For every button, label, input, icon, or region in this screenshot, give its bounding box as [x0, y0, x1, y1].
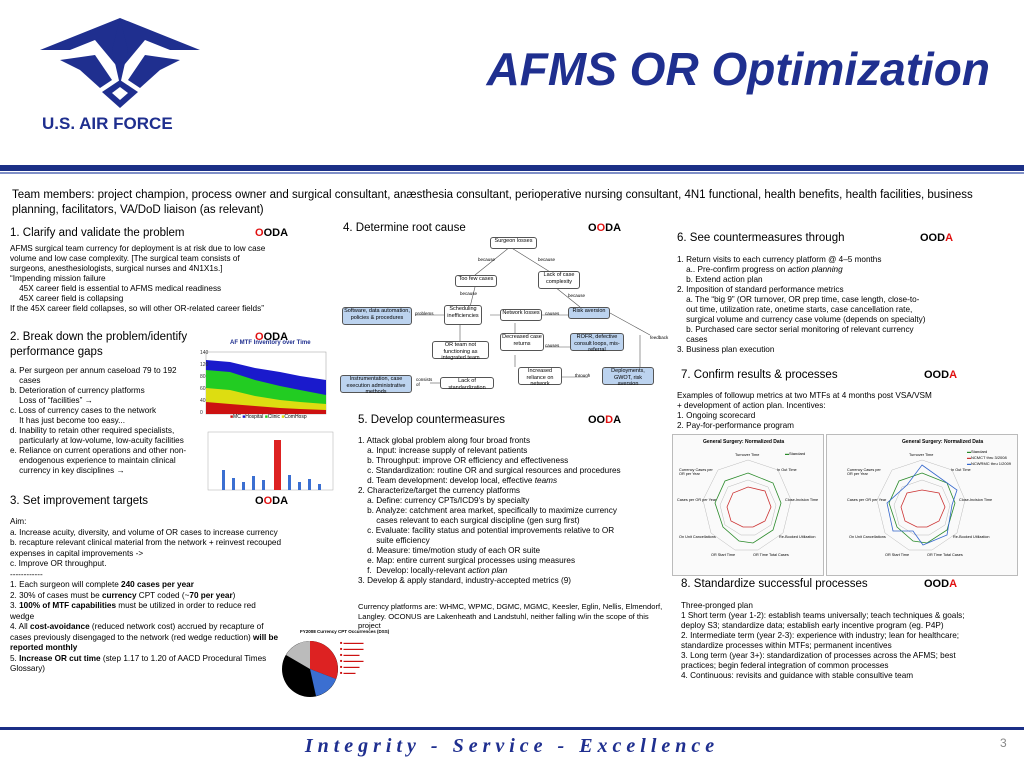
text: must be utilized in order to reduce red wedge — [10, 601, 256, 621]
radar-title: General Surgery: Normalized Data — [902, 439, 984, 445]
node-deployments: Deployments, GWOT, risk aversion — [602, 367, 654, 385]
section-2-body — [10, 366, 210, 476]
ooda-prefix: OOD — [920, 232, 946, 244]
text-line: a. The “big 9” (OR turnover, OR prep time, case length, close-to- — [677, 295, 920, 304]
text: 5. — [10, 653, 20, 663]
radar-legend: ▬Standard ▬NCMCT thru 3/2008 ▬NCWRMC thru 1/2009 — [967, 449, 1012, 466]
text-line: standardize processes within MTFs; permanent incentives — [681, 641, 892, 650]
section-1-heading: 1. Clarify and validate the problem — [10, 227, 185, 239]
section-8-body — [681, 601, 1011, 681]
aim-label: Aim: — [10, 517, 27, 526]
radar-axis-label: OR Time Total Cases — [753, 553, 789, 557]
radar-axis-label: OR Start Time — [885, 553, 910, 557]
text-line: 3. Long term (year 3+): standardization of processes across the AFMS; best — [681, 651, 956, 660]
node-decreased-returns: Decreased case returns — [500, 333, 544, 351]
node-too-few-cases: Too few cases — [455, 275, 497, 287]
aim-b: b. recapture relevant clinical material from the network + reinvest recouped expenses in capital improvements -> — [10, 538, 281, 558]
text: a.. Pre-confirm progress on — [677, 265, 788, 274]
svg-text:120: 120 — [200, 362, 209, 368]
text-line: volume and low case complexity. [The surgical team consists of — [10, 254, 240, 263]
radar-chart-1 — [672, 434, 824, 576]
text: 2. 30% of cases must be — [10, 590, 102, 600]
ooda-active-letter: O — [255, 331, 264, 343]
text-line: 3. Develop & apply standard, industry-accepted metrics (9) — [358, 576, 571, 585]
text-line: deploy S3; standardize data; establish early incentive program (eg. P4P) — [681, 621, 944, 630]
text-line: cases — [10, 376, 41, 385]
text-line: 2. Intermediate term (year 2-3): experience with industry; lean for healthcare; — [681, 631, 960, 640]
section-3-header — [10, 495, 330, 507]
text: 3. — [10, 601, 20, 610]
logo-text: U.S. AIR FORCE — [42, 114, 173, 133]
edge-label: consists of — [416, 377, 433, 387]
section-7-ooda — [924, 369, 957, 381]
section-1-body — [10, 244, 330, 314]
legend-item: NCMCT thru 3/2008 — [971, 455, 1007, 460]
pie-legend: ■ ▬▬▬▬▬ ■ ▬▬▬▬▬ ■ ▬▬▬▬ ■ ▬▬▬▬▬ ■ ▬▬▬▬ ■ ▬▬▬ — [340, 640, 364, 675]
svg-text:60: 60 — [200, 386, 206, 392]
emphasis: Increase OR cut time — [19, 653, 101, 663]
text-line: e. Reliance on current operations and other non- — [10, 446, 187, 455]
node-scheduling: Scheduling inefficiencies — [444, 305, 482, 325]
text-line: 2. Imposition of standard performance metrics — [677, 285, 844, 294]
text: f. Develop: locally-relevant — [358, 566, 468, 575]
node-lack-complexity: Lack of case complexity — [538, 271, 580, 289]
text-line — [358, 476, 668, 486]
ooda-active-letter: D — [605, 414, 614, 426]
ooda-active-letter: A — [949, 578, 958, 590]
ooda-rest: DA — [605, 222, 622, 234]
node-increased-reliance: Increased reliance on network — [518, 367, 562, 385]
emphasis: currency — [101, 590, 137, 600]
text-line: out time, utilization rate, onetime starts, case cancellation rate, — [677, 305, 913, 314]
text-line: 1. Attack global problem along four broad fronts — [358, 436, 531, 445]
emphasis: action plan — [467, 566, 508, 575]
radar-axis-label: OR Time Total Cases — [927, 553, 963, 557]
text-line: surgeons, anesthesiologists, surgical nurses and 4N1X1s.] — [10, 264, 223, 273]
text-line: Loss of “facilities” → — [10, 396, 93, 405]
section-8-header — [681, 578, 1011, 590]
node-lack-standardization: Lack of standardization — [440, 377, 494, 389]
target-3 — [10, 601, 282, 622]
chart-legend: ■MC ■Hospital ■Clinic ■ComHosp — [230, 414, 307, 420]
legend-item: Standard — [971, 449, 988, 454]
node-instrumentation: Instrumentation, case execution administrative methods — [340, 375, 412, 393]
node-surgeon-losses: Surgeon losses — [490, 237, 537, 249]
text: CPT coded (~ — [136, 590, 190, 600]
emphasis: 240 cases per year — [121, 580, 194, 589]
legend-item: Hospital — [245, 414, 264, 420]
text-line: 4. Continuous: revisits and guidance with stable consultive team — [681, 671, 914, 680]
text-line: a. Define: currency CPTs/ICD9's by specialty — [358, 496, 530, 505]
ooda-prefix: O — [255, 495, 264, 507]
legend-item: NCWRMC thru 1/2009 — [971, 461, 1012, 466]
radar-axis-label: In Out Time — [951, 468, 971, 472]
text: ) — [232, 590, 236, 600]
text-line: d. Measure: time/motion study of each OR suite — [358, 546, 541, 555]
text-line: e. Map: entire current surgical processes using measures — [358, 556, 576, 565]
node-network-losses: Network losses — [500, 309, 542, 321]
text-line: Examples of followup metrics at two MTFs at 4 months post VSA/VSM — [677, 391, 932, 400]
radar-axis-label: Turnover Time — [735, 453, 760, 457]
ooda-rest: ODA — [263, 331, 289, 343]
text-line: 2. Pay-for-performance program — [677, 421, 794, 430]
pie-title: FY2008 Currency CPT Occurrences (DSS) — [300, 629, 390, 634]
text-line: c. Evaluate: facility status and potential improvements relative to OR — [358, 526, 615, 535]
radar-legend: ▬Standard — [785, 451, 806, 456]
text-line: If the 45X career field collapses, so will other OR-related career fields” — [10, 304, 264, 313]
section-7-heading: 7. Confirm results & processes — [681, 369, 838, 381]
team-members: Team members: project champion, process owner and surgical consultant, anæsthesia consultant, perioperative nursing consultant, 4N1 functional, health benefits, health facilities, business planning, facilitators, VA/DoD liaison (as relevant) — [12, 189, 973, 216]
mtf-inventory-chart — [200, 340, 335, 420]
target-5 — [10, 654, 282, 675]
aim-a: a. Increase acuity, diversity, and volume of OR cases to increase currency — [10, 527, 278, 537]
text: (reduced network cost) accrued by recapture of cases previously disengaged to the network (red wedge reduction) — [10, 622, 264, 642]
text-line: b. Purchased care sector serial monitoring of relevant currency — [677, 325, 914, 334]
radar-axis-label: Re-Booked Utilization — [953, 535, 990, 539]
text-line: b. Analyze: catchment area market, specifically to maximize currency — [358, 506, 617, 515]
text-line: AFMS surgical team currency for deployment is at risk due to low case — [10, 244, 266, 253]
edge-label: feedback — [650, 335, 669, 340]
text: 1. Each surgeon will complete — [10, 580, 122, 589]
text: (step 1.17 to 1.20 of AACD Procedural Times Glossary) — [10, 653, 267, 673]
section-5-heading: 5. Develop countermeasures — [358, 414, 506, 426]
radar-axis-label: In Out Time — [777, 468, 797, 472]
page-title: AFMS OR Optimization — [486, 43, 990, 95]
section-8-heading: 8. Standardize successful processes — [681, 578, 868, 590]
node-risk-aversion: Risk aversion — [568, 307, 610, 319]
text-line: practices; begin federal integration of common processes — [681, 661, 889, 670]
text-line: 1 Short term (year 1-2): establish teams universally; teach techniques & goals; — [681, 611, 965, 620]
section-2-heading: 2. Break down the problem/identify — [10, 331, 188, 343]
section-3-heading: 3. Set improvement targets — [10, 495, 149, 507]
section-5-ooda — [588, 414, 621, 426]
chart-title: AF MTF Inventory over Time — [230, 340, 311, 346]
emphasis: action planning — [787, 265, 843, 274]
section-3-body — [10, 517, 282, 675]
section-6-ooda — [920, 232, 953, 244]
legend-item: Clinic — [267, 414, 280, 420]
radar-axis-label: On Unit Cancellations — [679, 535, 716, 539]
edge-label: causes — [545, 311, 560, 316]
radar-axis-label: OR Start Time — [711, 553, 736, 557]
text-line: b. Throughput: improve OR efficiency and effectiveness — [358, 456, 569, 465]
svg-text:140: 140 — [200, 350, 209, 356]
root-cause-diagram — [340, 235, 670, 400]
text: d. Team development: develop local, effective — [358, 476, 535, 485]
radar-chart-2 — [826, 434, 1018, 576]
emphasis: 100% of MTF capabilities — [19, 601, 117, 610]
text-line: endogenous experience to maintain clinical — [10, 456, 176, 465]
bar-chart-svg — [198, 430, 348, 495]
ooda-rest: DA — [272, 495, 289, 507]
currency-bar-chart — [198, 430, 348, 495]
ooda-active-letter: O — [255, 227, 264, 239]
radar-axis-label: On Unit Cancellations — [849, 535, 886, 539]
radar-axis-label: Turnover Time — [909, 453, 934, 457]
radar-axis-label: Cases per OR per Year — [847, 498, 887, 502]
node-software: Software, data automation, policies & procedures — [342, 307, 412, 325]
section-2-heading-2: performance gaps — [10, 346, 103, 358]
section-4-ooda — [588, 222, 621, 234]
emphasis: cost-avoidance — [30, 622, 90, 631]
section-6-body — [677, 255, 997, 355]
svg-text:40: 40 — [200, 398, 206, 404]
edge-label: problems — [415, 311, 434, 316]
section-6-header — [677, 232, 1007, 244]
ooda-rest: ODA — [263, 227, 289, 239]
edge-label: because — [460, 291, 478, 296]
text-line: c. Loss of currency cases to the network — [10, 406, 157, 415]
text-line: + development of action plan. Incentives: — [677, 401, 826, 410]
radar-axis-label: Re-Booked Utilization — [779, 535, 816, 539]
ooda-prefix: OOD — [924, 369, 950, 381]
radar-axis-label: Currency Cases per OR per Year — [847, 468, 881, 476]
text-line: 45X career field is essential to AFMS medical readiness — [10, 284, 222, 293]
section-1-ooda — [255, 227, 288, 239]
ooda-active-letter: A — [949, 369, 958, 381]
legend-item: Standard — [789, 451, 806, 456]
text-line: a. Per surgeon per annum caseload 79 to 192 — [10, 366, 177, 375]
edge-label: causes — [545, 343, 560, 348]
target-1 — [10, 580, 282, 591]
text-line — [358, 566, 668, 576]
text-line: 1. Return visits to each currency platform @ 4–5 months — [677, 255, 882, 264]
text-line — [677, 265, 997, 275]
node-rofr: ROFR, defective consult loops, mis-referral — [570, 333, 624, 351]
section-5-body — [358, 436, 668, 586]
section-7-header — [681, 369, 1011, 381]
ooda-prefix: OO — [588, 414, 606, 426]
legend-item: ComHosp — [284, 414, 307, 420]
section-8-ooda — [924, 578, 957, 590]
emphasis: 70 per year — [189, 590, 233, 600]
air-force-wings-icon — [40, 10, 200, 120]
text-line: surgical volume and currency case volume (depends on specialty) — [677, 315, 926, 324]
text-line: currency in key disciplines → — [10, 466, 125, 475]
text-line: particularly at low-volume, low-acuity facilities — [10, 436, 184, 445]
svg-text:0: 0 — [200, 410, 203, 416]
text-line: 2. Characterize/target the currency platforms — [358, 486, 520, 495]
ooda-active-letter: O — [263, 495, 273, 507]
ooda-prefix: OOD — [924, 578, 950, 590]
section-7-body — [677, 391, 997, 431]
edge-label: because — [538, 257, 556, 262]
legend-item: MC — [233, 414, 241, 420]
node-or-team: OR team not functioning as integrated team — [432, 341, 489, 359]
separator: ------------ — [10, 569, 43, 579]
text-line: 45X career field is collapsing — [10, 294, 124, 303]
page-number: 3 — [1000, 736, 1007, 750]
text-line: c. Standardization: routine OR and surgical resources and procedures — [358, 466, 621, 475]
edge-label: because — [568, 293, 586, 298]
text-line: It has just become too easy... — [10, 416, 125, 425]
target-4 — [10, 622, 282, 654]
text-line: 3. Business plan execution — [677, 345, 775, 354]
aim-c: c. Improve OR throughput. — [10, 559, 107, 568]
text-line: 1. Ongoing scorecard — [677, 411, 756, 420]
radar-axis-label: Close-Incision Time — [785, 498, 819, 502]
target-2 — [10, 591, 282, 602]
footer-rule — [0, 727, 1024, 730]
ooda-prefix: O — [588, 222, 597, 234]
text-line: b. Deterioration of currency platforms — [10, 386, 145, 395]
area-chart-svg — [200, 340, 335, 420]
section-6-heading: 6. See countermeasures through — [677, 232, 845, 244]
emphasis: teams — [534, 476, 558, 485]
svg-text:80: 80 — [200, 374, 206, 380]
edge-label: through — [575, 373, 591, 378]
section-5-header — [358, 414, 658, 426]
radar-axis-label: Cases per OR per Year — [677, 498, 717, 502]
emphasis: will be reported monthly — [10, 632, 279, 652]
text-line: cases — [677, 335, 708, 344]
header-rule — [0, 165, 1024, 171]
currency-platforms-note: Currency platforms are: WHMC, WPMC, DGMC, MGMC, Keesler, Eglin, Nellis, Elmendorf, Langley. OCONUS are Lakenheath and Landstuhl, neither falling w/in the scope of this project — [358, 602, 663, 630]
text-line: suite efficiency — [358, 536, 430, 545]
text-line: Three-pronged plan — [681, 601, 753, 610]
text-line: “Impending mission failure — [10, 274, 106, 283]
text-line: cases relevant to each surgical discipline (gen surg first) — [358, 516, 580, 525]
header-rule-thin — [0, 172, 1024, 174]
text: 4. All — [10, 622, 31, 631]
edge-label: because — [478, 257, 496, 262]
section-4-header — [343, 222, 643, 234]
text-line: b. Extend action plan — [677, 275, 763, 284]
section-3-ooda — [255, 495, 288, 507]
ooda-rest: A — [613, 414, 622, 426]
text-line: d. Inability to retain other required specialists, — [10, 426, 175, 435]
radar-axis-label: Currency Cases per OR per Year — [679, 468, 713, 476]
ooda-active-letter: A — [945, 232, 954, 244]
ooda-active-letter: O — [596, 222, 606, 234]
radar-axis-label: Close-Incision Time — [959, 498, 993, 502]
section-1-header — [10, 227, 320, 239]
radar-title: General Surgery: Normalized Data — [703, 439, 785, 445]
text-line: a. Input: increase supply of relevant patients — [358, 446, 528, 455]
air-force-logo — [40, 10, 200, 120]
section-4-heading: 4. Determine root cause — [343, 222, 466, 234]
footer-motto: Integrity - Service - Excellence — [304, 735, 720, 757]
